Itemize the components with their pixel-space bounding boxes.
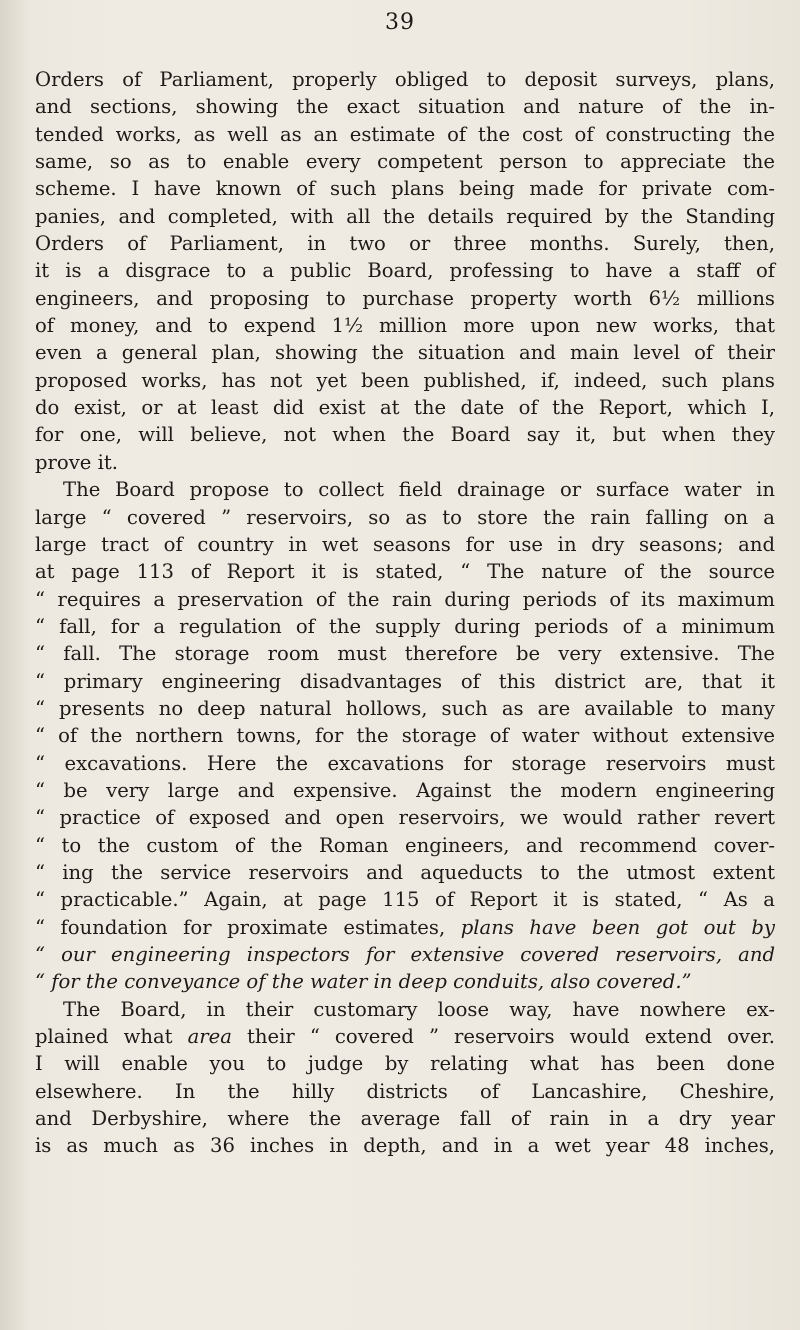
text-line: “ presents no deep natural hollows, such as are available to many bbox=[35, 696, 775, 720]
text-line bbox=[35, 968, 775, 995]
text-line: elsewhere. In the hilly districts of Lancashire, Cheshire, bbox=[35, 1079, 775, 1103]
text-line: “ requires a preservation of the rain during periods of its maximum bbox=[35, 587, 775, 611]
text-line bbox=[35, 1023, 775, 1050]
text-line: Orders of Parliament, properly obliged to deposit surveys, plans, bbox=[35, 68, 775, 91]
text-line: proposed works, has not yet been published, if, indeed, such plans bbox=[35, 368, 775, 392]
text-line: “ fall. The storage room must therefore be very extensive. The bbox=[35, 642, 775, 666]
text-line: tended works, as well as an estimate of the cost of constructing the bbox=[35, 122, 775, 146]
text-line: “ practicable.” Again, at page 115 of Report it is stated, “ As a bbox=[35, 888, 775, 912]
text-line: “ practice of exposed and open reservoirs, we would rather revert bbox=[35, 806, 775, 830]
text-line: “ fall, for a regulation of the supply during periods of a minimum bbox=[35, 614, 775, 638]
italic-text-run: area bbox=[187, 1025, 232, 1049]
text-line: “ to the custom of the Roman engineers, and recommend cover- bbox=[35, 833, 775, 857]
text-line: The Board propose to collect field drainage or surface water in bbox=[63, 478, 775, 502]
text-line: large tract of country in wet seasons for use in dry seasons; and bbox=[35, 532, 775, 556]
page-number: 39 bbox=[385, 10, 415, 35]
body-text bbox=[35, 66, 775, 1160]
text-line: panies, and completed, with all the details required by the Standing bbox=[35, 204, 775, 228]
text-line: “ excavations. Here the excavations for storage reservoirs must bbox=[35, 751, 775, 775]
text-line: even a general plan, showing the situation and main level of their bbox=[35, 341, 775, 365]
text-line: is as much as 36 inches in depth, and in a wet year 48 inches, bbox=[35, 1134, 775, 1158]
text-line: of money, and to expend 1½ million more upon new works, that bbox=[35, 314, 775, 338]
text-line: Orders of Parliament, in two or three months. Surely, then, bbox=[35, 232, 775, 256]
text-line: scheme. I have known of such plans being made for private com- bbox=[35, 177, 775, 201]
text-line bbox=[35, 941, 775, 968]
text-line: large “ covered ” reservoirs, so as to store the rain falling on a bbox=[35, 505, 775, 529]
text-line: at page 113 of Report it is stated, “ The nature of the source bbox=[35, 560, 775, 584]
text-line: and Derbyshire, where the average fall of rain in a dry year bbox=[35, 1107, 775, 1131]
text-line: “ ing the service reservoirs and aqueducts to the utmost extent bbox=[35, 860, 775, 884]
text-run: “ foundation for proximate estimates, bbox=[35, 915, 461, 939]
text-line: and sections, showing the exact situation and nature of the in- bbox=[35, 95, 775, 119]
text-line: same, so as to enable every competent person to appreciate the bbox=[35, 150, 775, 174]
text-line: prove it. bbox=[35, 450, 118, 474]
text-line: “ of the northern towns, for the storage of water without extensive bbox=[35, 724, 775, 748]
text-line: engineers, and proposing to purchase property worth 6½ millions bbox=[35, 286, 775, 310]
italic-text-run: “ our engineering inspectors for extensive covered reservoirs, and bbox=[35, 943, 775, 966]
text-line: The Board, in their customary loose way, have nowhere ex- bbox=[63, 997, 775, 1021]
text-run: their “ covered ” reservoirs would extend over. bbox=[231, 1025, 775, 1049]
text-run: plained what bbox=[35, 1025, 188, 1049]
text-line: I will enable you to judge by relating what has been done bbox=[35, 1052, 775, 1076]
text-line: for one, will believe, not when the Board say it, but when they bbox=[35, 423, 775, 447]
text-line bbox=[35, 914, 775, 941]
text-line: do exist, or at least did exist at the date of the Report, which I, bbox=[35, 396, 775, 420]
italic-text-run: “ for the conveyance of the water in deep conduits, also covered.” bbox=[35, 970, 692, 994]
text-line: “ be very large and expensive. Against the modern engineering bbox=[35, 778, 775, 802]
italic-text-run: plans have been got out by bbox=[460, 915, 775, 939]
text-line: it is a disgrace to a public Board, professing to have a staff of bbox=[35, 259, 775, 283]
text-line: “ primary engineering disadvantages of this district are, that it bbox=[35, 669, 775, 693]
